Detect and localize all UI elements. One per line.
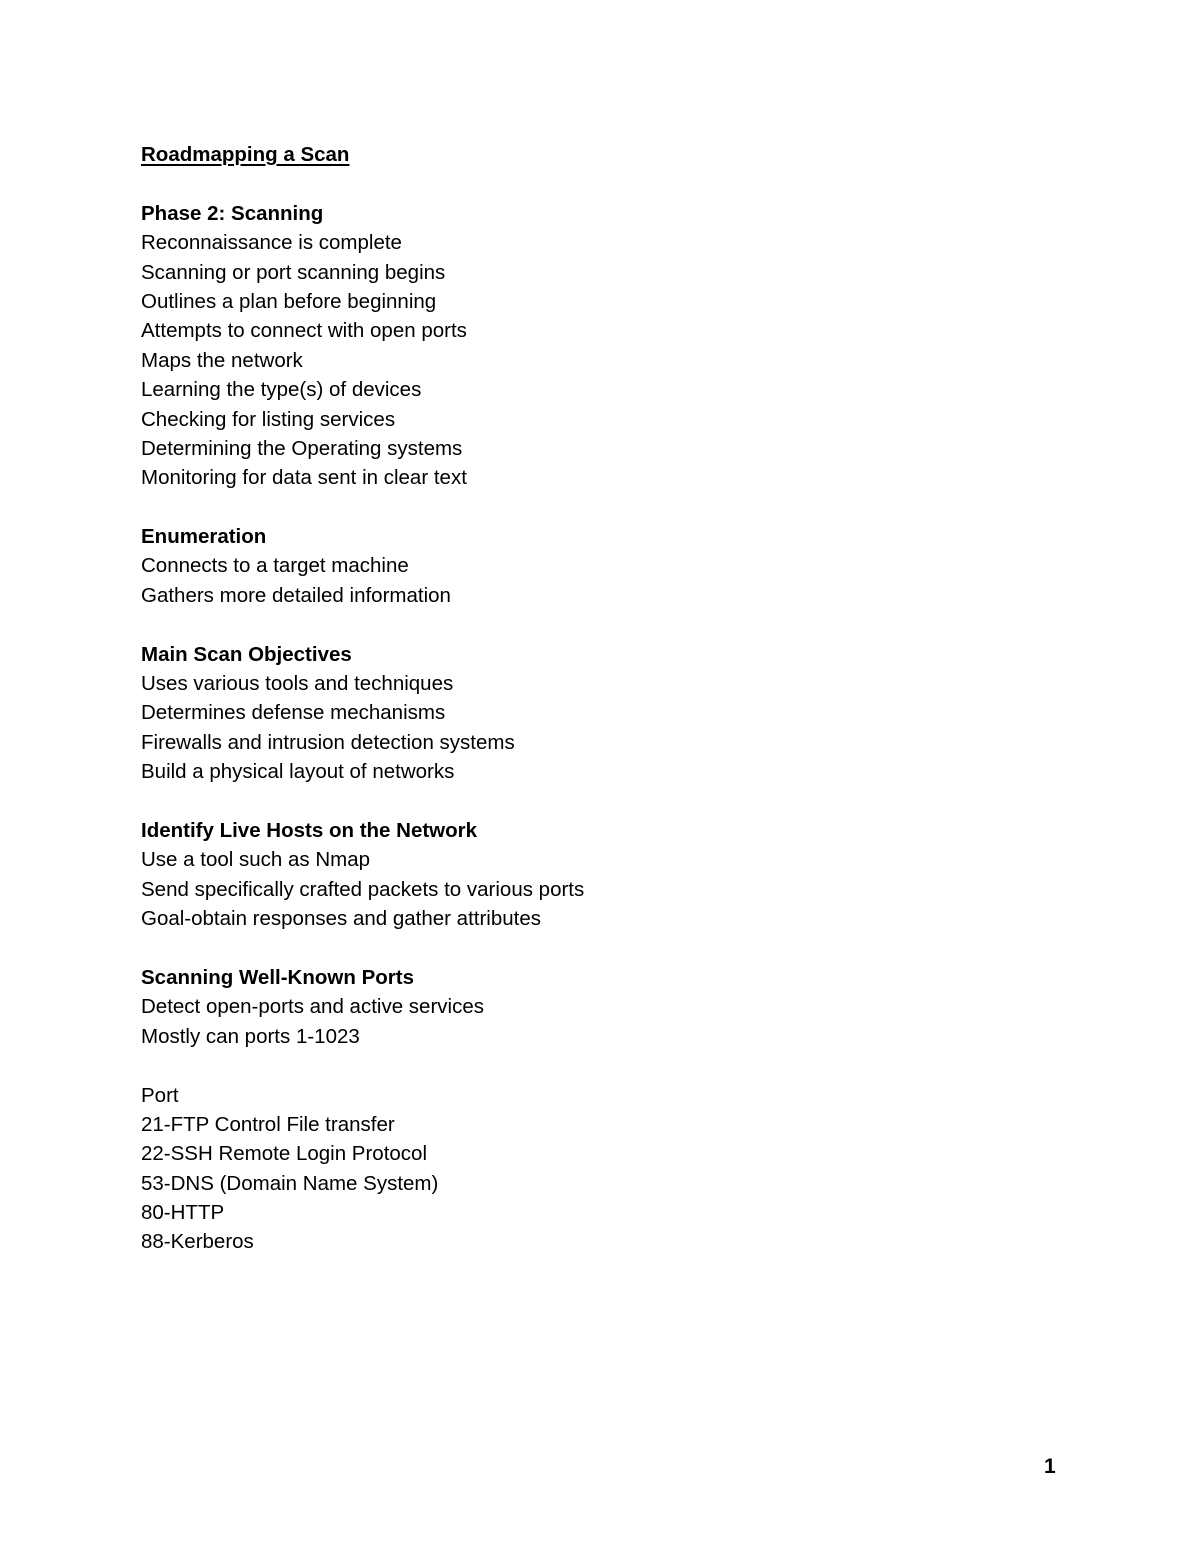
- section-line: Gathers more detailed information: [141, 583, 451, 607]
- section-line: Monitoring for data sent in clear text: [141, 466, 467, 490]
- blank-line: [141, 169, 1041, 198]
- section-port-list: [141, 1081, 1041, 1257]
- section-line: Determining the Operating systems: [141, 436, 463, 460]
- section-line: Mostly can ports 1-1023: [141, 1024, 360, 1048]
- port-entry: 53-DNS (Domain Name System): [141, 1171, 439, 1195]
- section-line: Connects to a target machine: [141, 554, 409, 578]
- page-number: 1: [1044, 1455, 1056, 1478]
- section-line: Attempts to connect with open ports: [141, 319, 467, 343]
- blank-line: [141, 493, 1041, 522]
- section-heading: Main Scan Objectives: [141, 642, 352, 666]
- section-line: Uses various tools and techniques: [141, 672, 454, 696]
- port-entry: 22-SSH Remote Login Protocol: [141, 1142, 428, 1166]
- blank-line: [141, 787, 1041, 816]
- document-body: [141, 140, 1041, 1257]
- port-entry: 80-HTTP: [141, 1201, 225, 1225]
- document-title: Roadmapping a Scan: [141, 143, 350, 166]
- section-identify-live-hosts: [141, 816, 1041, 934]
- section-line: Goal-obtain responses and gather attributes: [141, 907, 542, 931]
- section-line: Maps the network: [141, 348, 303, 372]
- section-heading: Scanning Well-Known Ports: [141, 965, 414, 989]
- section-phase-2-scanning: [141, 199, 1041, 493]
- section-line: Send specifically crafted packets to various ports: [141, 877, 585, 901]
- section-heading: Identify Live Hosts on the Network: [141, 818, 478, 842]
- section-line: Firewalls and intrusion detection systems: [141, 730, 515, 754]
- blank-line: [141, 1051, 1041, 1080]
- section-line: Scanning or port scanning begins: [141, 260, 446, 284]
- section-line: Determines defense mechanisms: [141, 701, 446, 725]
- port-entry: 21-FTP Control File transfer: [141, 1112, 395, 1136]
- section-heading: Enumeration: [141, 525, 267, 549]
- section-scanning-well-known-ports: [141, 963, 1041, 1051]
- port-list-label: Port: [141, 1083, 179, 1107]
- section-line: Learning the type(s) of devices: [141, 378, 422, 402]
- section-heading: Phase 2: Scanning: [141, 201, 324, 225]
- blank-line: [141, 934, 1041, 963]
- section-enumeration: [141, 522, 1041, 610]
- section-line: Detect open-ports and active services: [141, 995, 484, 1019]
- section-line: Outlines a plan before beginning: [141, 289, 437, 313]
- blank-line: [141, 610, 1041, 639]
- port-entry: 88-Kerberos: [141, 1230, 254, 1254]
- section-line: Reconnaissance is complete: [141, 231, 402, 255]
- section-line: Use a tool such as Nmap: [141, 848, 371, 872]
- section-main-scan-objectives: [141, 640, 1041, 787]
- section-line: Build a physical layout of networks: [141, 760, 455, 784]
- section-line: Checking for listing services: [141, 407, 396, 431]
